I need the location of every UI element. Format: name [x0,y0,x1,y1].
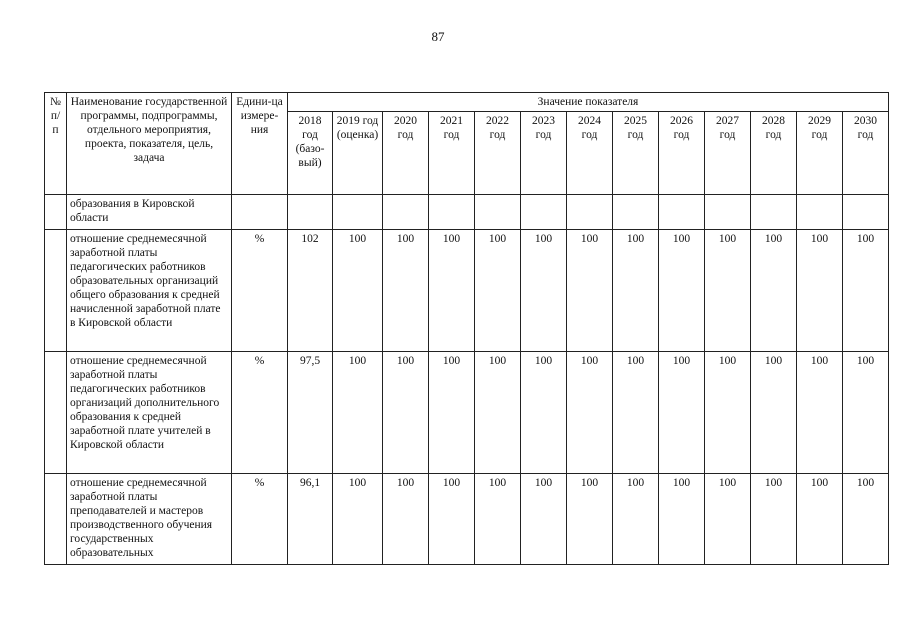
row-num-cell [45,230,67,352]
row-name: отношение среднемесячной заработной платы педагогических работников организаций дополнительного образования к средней заработной плате учителей в Кировской области [67,352,232,474]
row-value: 100 [613,474,659,565]
row-value: 100 [797,352,843,474]
row-value: 100 [383,352,429,474]
row-value: 100 [797,230,843,352]
row-value: 97,5 [288,352,333,474]
header-unit: Едини-ца измере-ния [232,93,288,195]
header-year: 2019 год (оценка) [333,112,383,195]
row-value [613,195,659,230]
row-name: отношение среднемесячной заработной платы педагогических работников образовательных организаций общего образования к средней начисленной заработной плате в Кировской области [67,230,232,352]
indicators-table [44,92,889,565]
page-number: 87 [431,29,445,44]
row-value [288,195,333,230]
row-value [521,195,567,230]
row-value: 100 [843,230,889,352]
row-value: 100 [751,230,797,352]
header-year: 2021 год [429,112,475,195]
row-value: 100 [429,230,475,352]
row-value [705,195,751,230]
row-value: 100 [705,230,751,352]
row-value [383,195,429,230]
row-name: отношение среднемесячной заработной платы преподавателей и мастеров производственного обучения государственных образовательных [67,474,232,565]
header-year: 2018 год (базо-вый) [288,112,333,195]
row-value: 100 [659,352,705,474]
row-value: 100 [613,352,659,474]
table-row [45,195,889,230]
row-value: 100 [521,474,567,565]
row-value: 100 [521,230,567,352]
header-year: 2022 год [475,112,521,195]
row-value: 100 [613,230,659,352]
row-value: 100 [797,474,843,565]
header-year: 2030 год [843,112,889,195]
row-value: 100 [333,474,383,565]
header-year: 2023 год [521,112,567,195]
row-unit [232,195,288,230]
row-value: 100 [843,474,889,565]
row-value: 100 [567,474,613,565]
row-value: 100 [521,352,567,474]
row-num-cell [45,352,67,474]
header-year: 2028 год [751,112,797,195]
row-value [843,195,889,230]
row-value: 100 [475,230,521,352]
header-year: 2027 год [705,112,751,195]
header-value-group: Значение показателя [288,93,889,112]
row-value: 100 [843,352,889,474]
row-value: 100 [383,474,429,565]
row-value: 100 [567,352,613,474]
row-value: 100 [333,352,383,474]
header-year: 2025 год [613,112,659,195]
table-row [45,474,889,565]
row-value [797,195,843,230]
header-year: 2020 год [383,112,429,195]
header-year: 2026 год [659,112,705,195]
row-num-cell [45,474,67,565]
row-value: 100 [333,230,383,352]
header-name: Наименование государственной программы, подпрограммы, отдельного мероприятия, проекта, показателя, цель, задача [67,93,232,195]
header-num: № п/п [45,93,67,195]
row-value [333,195,383,230]
row-value: 96,1 [288,474,333,565]
row-value: 102 [288,230,333,352]
row-value: 100 [705,474,751,565]
row-value: 100 [659,474,705,565]
row-value: 100 [751,352,797,474]
row-value: 100 [751,474,797,565]
row-num-cell [45,195,67,230]
row-value [475,195,521,230]
row-value: 100 [429,474,475,565]
row-value: 100 [383,230,429,352]
table-row [45,352,889,474]
row-value: 100 [475,474,521,565]
row-name: образования в Кировской области [67,195,232,230]
row-value [429,195,475,230]
row-value: 100 [567,230,613,352]
row-unit: % [232,474,288,565]
header-year: 2024 год [567,112,613,195]
row-value: 100 [429,352,475,474]
row-value [659,195,705,230]
row-unit: % [232,352,288,474]
header-year: 2029 год [797,112,843,195]
row-value: 100 [475,352,521,474]
row-value: 100 [705,352,751,474]
row-value [567,195,613,230]
row-value [751,195,797,230]
row-unit: % [232,230,288,352]
row-value: 100 [659,230,705,352]
table-row [45,230,889,352]
